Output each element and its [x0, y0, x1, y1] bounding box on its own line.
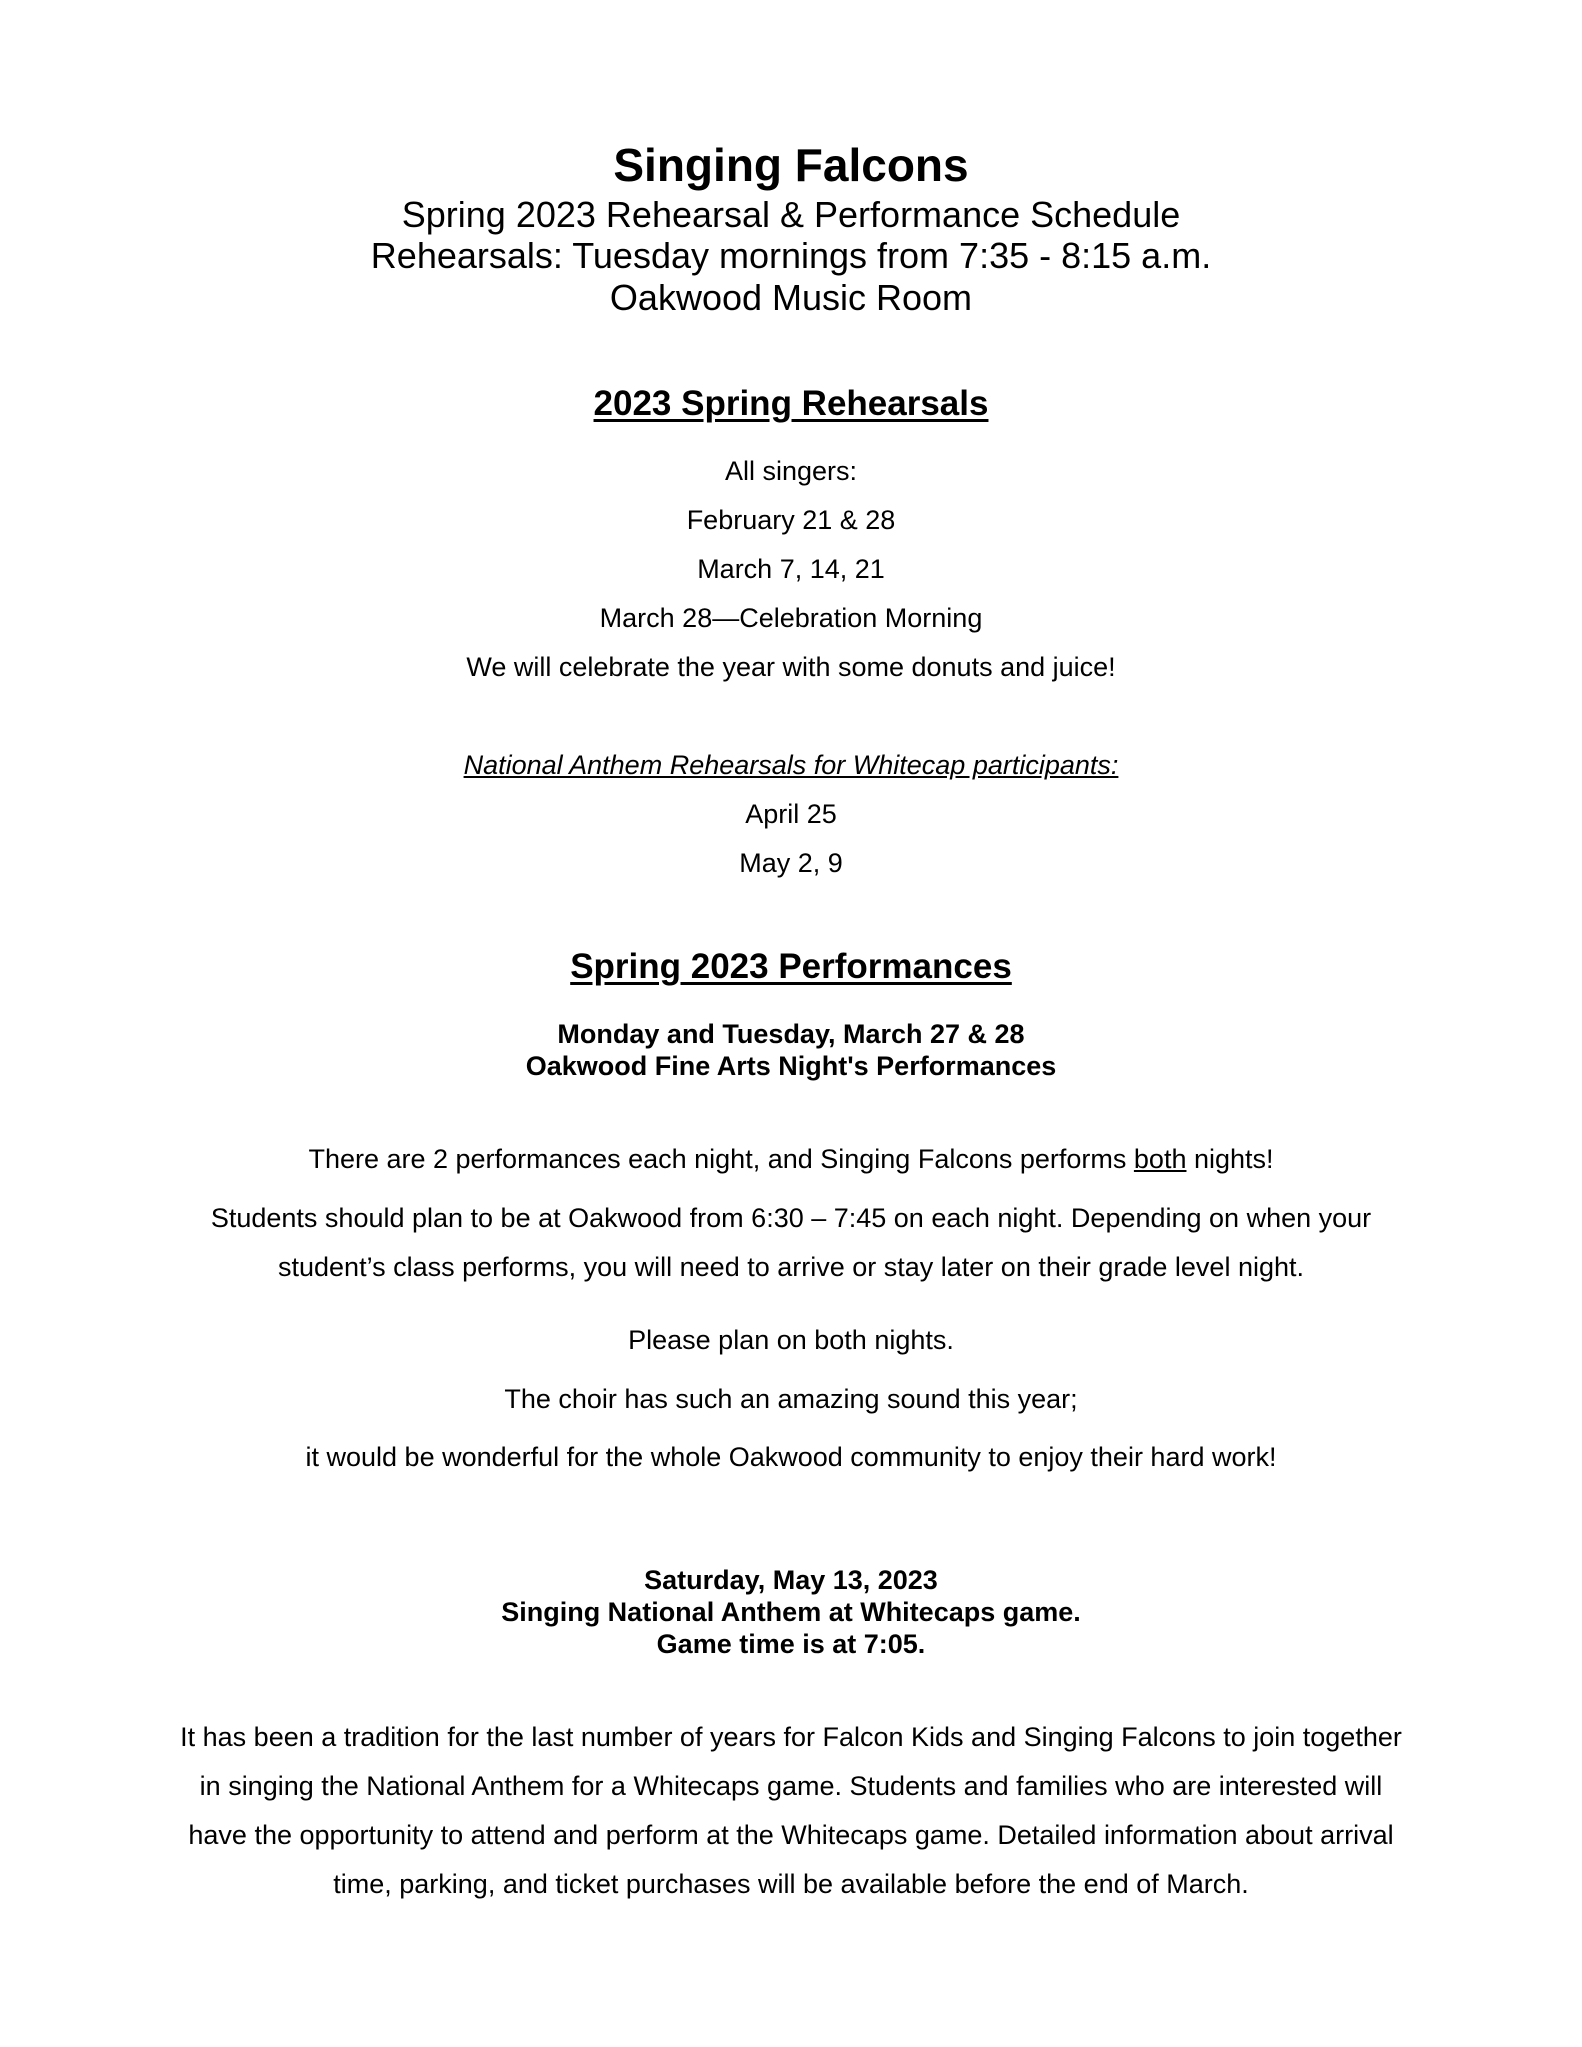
rehearsal-line: March 7, 14, 21	[697, 554, 885, 584]
page-title: Singing Falcons	[613, 139, 969, 191]
event1-line: it would be wonderful for the whole Oakwood community to enjoy their hard work!	[305, 1442, 1277, 1472]
event1-name: Oakwood Fine Arts Night's Performances	[525, 1051, 1057, 1081]
rehearsal-line: We will celebrate the year with some donuts and juice!	[466, 652, 1116, 682]
rehearsal-line: February 21 & 28	[686, 505, 896, 535]
event2-name: Singing National Anthem at Whitecaps game.	[501, 1597, 1081, 1627]
event2-line: It has been a tradition for the last number of years for Falcon Kids and Singing Falcons to join together	[180, 1722, 1402, 1752]
event1-emphasis: both	[1133, 1144, 1187, 1174]
event2-line: in singing the National Anthem for a Whitecaps game. Students and families who are interested will	[199, 1771, 1383, 1801]
anthem-rehearsal-date: May 2, 9	[739, 848, 843, 878]
anthem-rehearsals-heading: National Anthem Rehearsals for Whitecap participants:	[463, 750, 1119, 780]
event1-line	[0, 1146, 1582, 1173]
anthem-rehearsal-date: April 25	[745, 799, 837, 829]
event1-line: Please plan on both nights.	[628, 1325, 954, 1355]
event1-line: Students should plan to be at Oakwood from 6:30 – 7:45 on each night. Depending on when your	[210, 1203, 1372, 1233]
rehearsal-line: March 28—Celebration Morning	[599, 603, 983, 633]
performances-heading: Spring 2023 Performances	[570, 947, 1012, 986]
event1-line-end: nights!	[1186, 1144, 1274, 1174]
rehearsal-location: Oakwood Music Room	[609, 277, 973, 318]
event1-date: Monday and Tuesday, March 27 & 28	[557, 1019, 1025, 1049]
rehearsals-heading: 2023 Spring Rehearsals	[593, 384, 989, 423]
rehearsal-line: All singers:	[724, 456, 858, 486]
event2-time: Game time is at 7:05.	[656, 1629, 926, 1659]
event2-date: Saturday, May 13, 2023	[644, 1565, 938, 1595]
event1-line-start: There are 2 performances each night, and Singing Falcons performs	[308, 1144, 1134, 1174]
schedule-subtitle: Spring 2023 Rehearsal & Performance Schedule	[401, 194, 1181, 235]
event2-line: time, parking, and ticket purchases will be available before the end of March.	[333, 1869, 1249, 1899]
event1-line: The choir has such an amazing sound this year;	[504, 1384, 1078, 1414]
event2-line: have the opportunity to attend and perform at the Whitecaps game. Detailed information about arrival	[188, 1820, 1394, 1850]
rehearsal-time: Rehearsals: Tuesday mornings from 7:35 - 8:15 a.m.	[370, 235, 1212, 276]
event1-line: student’s class performs, you will need to arrive or stay later on their grade level night.	[278, 1252, 1304, 1282]
